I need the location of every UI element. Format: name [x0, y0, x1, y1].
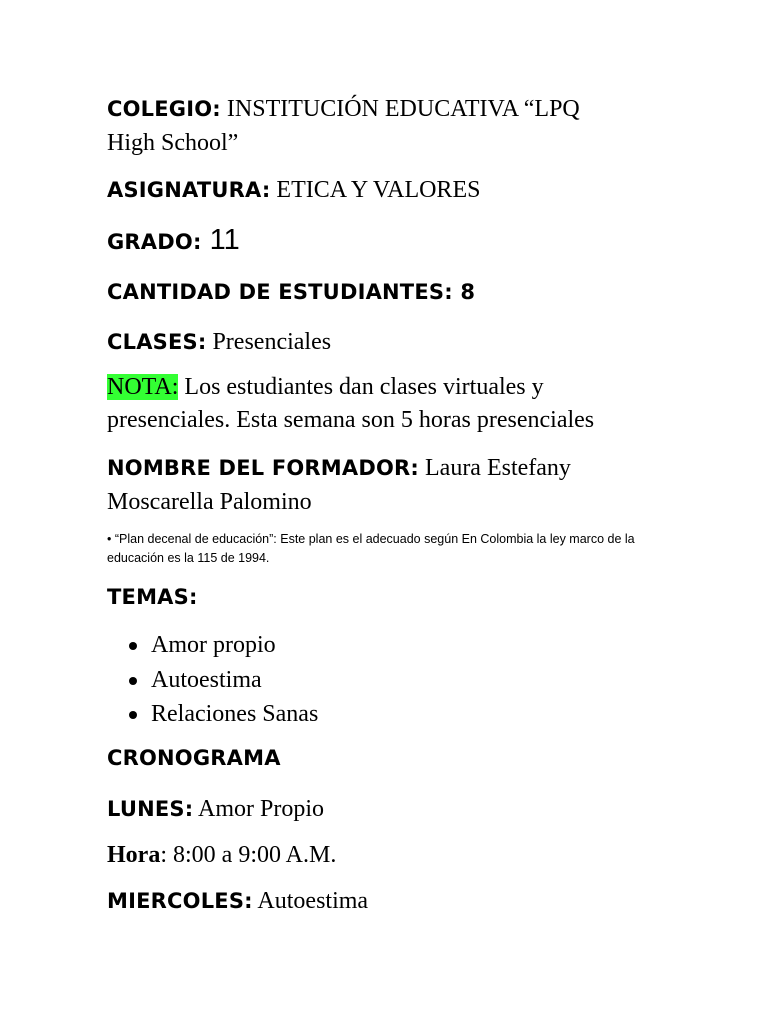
temas-heading: TEMAS: [107, 585, 198, 609]
cronograma-heading: CRONOGRAMA [107, 746, 281, 770]
bullet-icon [129, 642, 137, 650]
grado-line [107, 224, 240, 257]
lunes-line [107, 796, 324, 823]
tema-label: Autoestima [151, 666, 262, 693]
hora-label: Hora [107, 842, 161, 868]
hora-line [107, 842, 336, 869]
nota-line-1 [107, 374, 544, 401]
clases-line [107, 329, 331, 356]
list-item [129, 628, 318, 663]
colegio-value: INSTITUCIÓN EDUCATIVA “LPQ [220, 96, 580, 122]
nota-label: NOTA: [107, 374, 179, 400]
tema-label: Amor propio [151, 632, 276, 658]
list-item [129, 663, 318, 698]
hora-value: : 8:00 a 9:00 A.M. [160, 842, 337, 868]
plan-decenal-note: • “Plan decenal de educación”: Este plan es el adecuado según En Colombia la ley marco de la educación es la 115 de 1994. [107, 532, 635, 565]
list-item [129, 697, 318, 732]
colegio-line-1 [107, 96, 580, 123]
grado-label: GRADO: [107, 230, 202, 254]
lunes-label: LUNES: [107, 797, 194, 821]
asignatura-line [107, 177, 480, 204]
cantidad-estudiantes-line: CANTIDAD DE ESTUDIANTES: 8 [107, 280, 476, 304]
clases-value: Presenciales [206, 329, 332, 355]
formador-label: NOMBRE DEL FORMADOR: [107, 456, 419, 480]
miercoles-value: Autoestima [252, 888, 369, 914]
temas-list [129, 628, 318, 732]
nota-value: Los estudiantes dan clases virtuales y [178, 374, 544, 400]
miercoles-label: MIERCOLES: [107, 889, 253, 913]
grado-value: 11 [201, 224, 240, 256]
tema-label: Relaciones Sanas [151, 701, 319, 727]
colegio-line-2: High School” [107, 130, 239, 156]
bullet-icon [129, 711, 137, 719]
bullet-icon [129, 677, 137, 685]
clases-label: CLASES: [107, 330, 207, 354]
miercoles-line [107, 888, 368, 915]
formador-value: Laura Estefany [419, 455, 571, 481]
colegio-label: COLEGIO: [107, 97, 221, 121]
lunes-value: Amor Propio [193, 796, 325, 822]
formador-line-2: Moscarella Palomino [107, 489, 312, 515]
asignatura-label: ASIGNATURA: [107, 178, 271, 202]
nota-line-2: presenciales. Esta semana son 5 horas presenciales [107, 407, 595, 433]
formador-line-1 [107, 455, 571, 482]
asignatura-value: ETICA Y VALORES [270, 177, 481, 203]
